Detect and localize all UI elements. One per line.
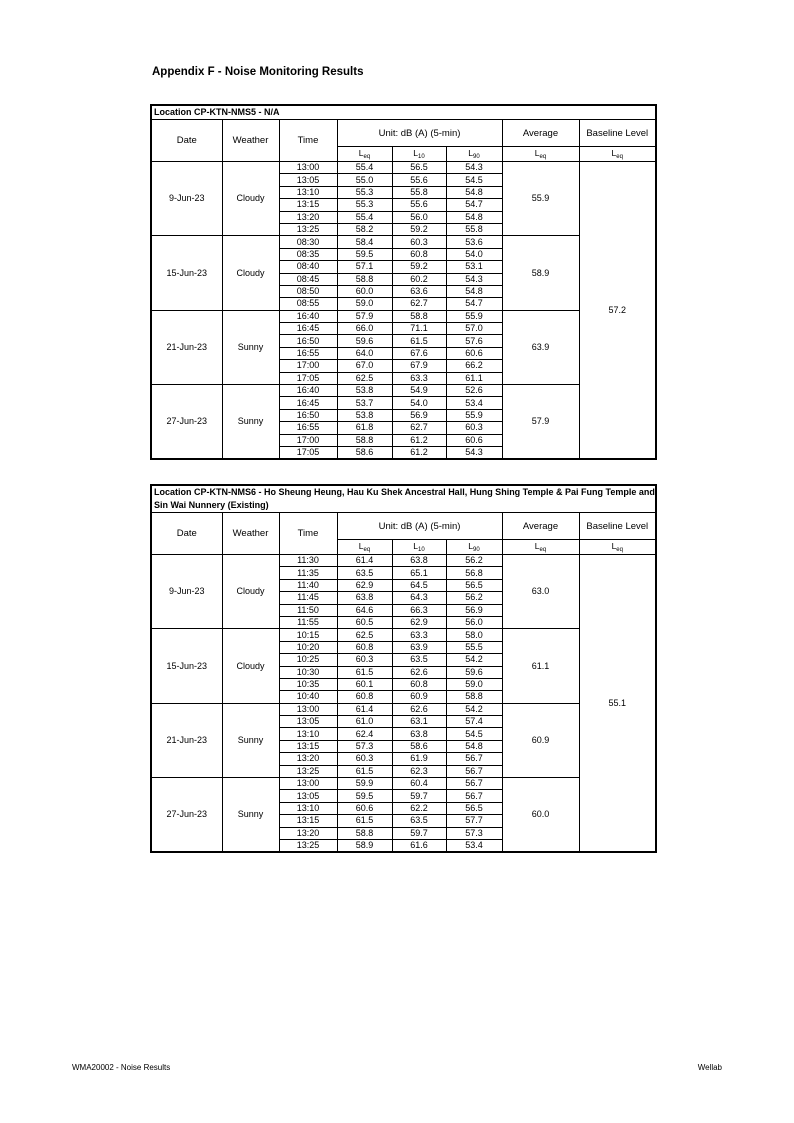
l90-cell: 57.6 (446, 335, 502, 347)
l90-cell: 56.0 (446, 616, 502, 628)
l90-cell: 56.2 (446, 555, 502, 567)
baseline-leq-subheader: $L_{eq}$ (579, 147, 656, 162)
l10-cell: 61.9 (392, 753, 446, 765)
location-label: Location CP-KTN-NMS5 - N/A (151, 105, 656, 120)
footer-document-ref: WMA20002 - Noise Results (72, 1063, 171, 1072)
l90-cell: 60.6 (446, 347, 502, 359)
l10-cell: 64.3 (392, 592, 446, 604)
footer-company: Wellab (697, 1063, 722, 1072)
l10-cell: 56.0 (392, 211, 446, 223)
unit-header: Unit: dB (A) (5-min) (337, 513, 502, 540)
l10-cell: 60.2 (392, 273, 446, 285)
baseline-leq-subheader: $L_{eq}$ (579, 540, 656, 555)
l10-subheader: $L_{10}$ (392, 147, 446, 162)
l10-cell: 59.7 (392, 790, 446, 802)
time-cell: 17:05 (279, 446, 337, 459)
l90-cell: 56.7 (446, 790, 502, 802)
date-cell: 15-Jun-23 (151, 629, 222, 703)
leq-cell: 58.4 (337, 236, 392, 248)
l90-cell: 60.6 (446, 434, 502, 446)
l90-cell: 57.7 (446, 815, 502, 827)
leq-cell: 58.6 (337, 446, 392, 459)
noise-table-nms6 (150, 484, 657, 853)
l10-cell: 55.8 (392, 186, 446, 198)
time-cell: 17:00 (279, 434, 337, 446)
leq-cell: 66.0 (337, 323, 392, 335)
date-cell: 27-Jun-23 (151, 778, 222, 853)
l10-cell: 71.1 (392, 323, 446, 335)
time-cell: 10:30 (279, 666, 337, 678)
average-cell: 63.9 (502, 310, 579, 384)
l90-cell: 54.3 (446, 446, 502, 459)
date-header: Date (151, 513, 222, 555)
l10-cell: 63.1 (392, 716, 446, 728)
time-cell: 10:40 (279, 691, 337, 703)
leq-cell: 57.1 (337, 261, 392, 273)
leq-cell: 60.6 (337, 802, 392, 814)
leq-cell: 55.0 (337, 174, 392, 186)
l10-cell: 63.8 (392, 728, 446, 740)
average-cell: 55.9 (502, 162, 579, 236)
leq-cell: 61.5 (337, 666, 392, 678)
leq-cell: 60.3 (337, 654, 392, 666)
leq-cell: 58.8 (337, 434, 392, 446)
l10-cell: 54.9 (392, 385, 446, 397)
leq-cell: 60.8 (337, 641, 392, 653)
l10-subheader: $L_{10}$ (392, 540, 446, 555)
table-row (151, 555, 656, 567)
l90-cell: 55.9 (446, 310, 502, 322)
page-title: Appendix F - Noise Monitoring Results (152, 66, 364, 78)
average-cell: 63.0 (502, 555, 579, 629)
l90-cell: 54.3 (446, 273, 502, 285)
l90-cell: 55.8 (446, 223, 502, 235)
weather-cell: Cloudy (222, 236, 279, 310)
l10-cell: 62.6 (392, 703, 446, 715)
l90-cell: 57.0 (446, 323, 502, 335)
time-cell: 11:35 (279, 567, 337, 579)
l90-cell: 54.8 (446, 740, 502, 752)
l90-cell: 55.9 (446, 409, 502, 421)
leq-cell: 60.0 (337, 285, 392, 297)
time-cell: 11:50 (279, 604, 337, 616)
l10-cell: 61.6 (392, 839, 446, 852)
l10-cell: 63.3 (392, 372, 446, 384)
average-header: Average (502, 120, 579, 147)
date-cell: 21-Jun-23 (151, 703, 222, 777)
l10-cell: 60.3 (392, 236, 446, 248)
time-cell: 08:30 (279, 236, 337, 248)
l90-cell: 56.8 (446, 567, 502, 579)
time-cell: 16:45 (279, 397, 337, 409)
leq-cell: 61.0 (337, 716, 392, 728)
time-cell: 08:50 (279, 285, 337, 297)
l90-cell: 54.8 (446, 285, 502, 297)
l10-cell: 55.6 (392, 199, 446, 211)
l10-cell: 56.5 (392, 162, 446, 174)
l10-cell: 67.6 (392, 347, 446, 359)
l90-cell: 54.5 (446, 174, 502, 186)
time-cell: 10:15 (279, 629, 337, 641)
l10-cell: 62.3 (392, 765, 446, 777)
l90-cell: 66.2 (446, 360, 502, 372)
l10-cell: 59.2 (392, 223, 446, 235)
leq-cell: 59.5 (337, 248, 392, 260)
l90-cell: 54.7 (446, 298, 502, 310)
time-cell: 13:25 (279, 223, 337, 235)
table-row (151, 162, 656, 174)
time-cell: 16:45 (279, 323, 337, 335)
l90-cell: 53.4 (446, 839, 502, 852)
l90-cell: 56.7 (446, 765, 502, 777)
leq-cell: 55.3 (337, 186, 392, 198)
l90-cell: 56.5 (446, 802, 502, 814)
l90-cell: 54.0 (446, 248, 502, 260)
leq-cell: 53.8 (337, 385, 392, 397)
leq-cell: 60.3 (337, 753, 392, 765)
date-header: Date (151, 120, 222, 162)
l10-cell: 63.5 (392, 815, 446, 827)
l90-cell: 54.2 (446, 654, 502, 666)
leq-cell: 57.3 (337, 740, 392, 752)
l10-cell: 62.9 (392, 616, 446, 628)
leq-cell: 63.5 (337, 567, 392, 579)
baseline-cell: 57.2 (579, 162, 656, 460)
time-cell: 13:05 (279, 790, 337, 802)
leq-cell: 57.9 (337, 310, 392, 322)
time-cell: 13:10 (279, 186, 337, 198)
time-cell: 08:45 (279, 273, 337, 285)
leq-cell: 62.9 (337, 579, 392, 591)
leq-cell: 59.6 (337, 335, 392, 347)
l90-cell: 56.7 (446, 753, 502, 765)
time-cell: 13:10 (279, 728, 337, 740)
l90-cell: 57.3 (446, 827, 502, 839)
baseline-cell: 55.1 (579, 555, 656, 853)
l90-cell: 54.3 (446, 162, 502, 174)
l10-cell: 60.8 (392, 678, 446, 690)
time-cell: 13:25 (279, 765, 337, 777)
time-cell: 13:25 (279, 839, 337, 852)
time-cell: 10:20 (279, 641, 337, 653)
l90-subheader: $L_{90}$ (446, 540, 502, 555)
average-cell: 60.0 (502, 778, 579, 853)
weather-cell: Sunny (222, 310, 279, 384)
l10-cell: 54.0 (392, 397, 446, 409)
leq-cell: 61.5 (337, 765, 392, 777)
l10-cell: 60.8 (392, 248, 446, 260)
leq-subheader: $L_{eq}$ (337, 147, 392, 162)
l90-cell: 54.8 (446, 186, 502, 198)
l90-cell: 53.6 (446, 236, 502, 248)
l10-cell: 63.6 (392, 285, 446, 297)
l10-cell: 66.3 (392, 604, 446, 616)
leq-cell: 60.8 (337, 691, 392, 703)
l10-cell: 62.7 (392, 422, 446, 434)
time-cell: 11:30 (279, 555, 337, 567)
l10-cell: 62.6 (392, 666, 446, 678)
l90-cell: 58.0 (446, 629, 502, 641)
time-cell: 11:55 (279, 616, 337, 628)
l10-cell: 58.8 (392, 310, 446, 322)
l90-cell: 56.9 (446, 604, 502, 616)
leq-cell: 62.5 (337, 629, 392, 641)
date-cell: 21-Jun-23 (151, 310, 222, 384)
average-leq-subheader: $L_{eq}$ (502, 147, 579, 162)
time-cell: 11:45 (279, 592, 337, 604)
weather-header: Weather (222, 120, 279, 162)
leq-cell: 55.4 (337, 162, 392, 174)
leq-cell: 55.3 (337, 199, 392, 211)
time-cell: 11:40 (279, 579, 337, 591)
l90-cell: 59.0 (446, 678, 502, 690)
l90-cell: 59.6 (446, 666, 502, 678)
l90-cell: 58.8 (446, 691, 502, 703)
l10-cell: 61.2 (392, 434, 446, 446)
time-cell: 17:05 (279, 372, 337, 384)
l10-cell: 62.7 (392, 298, 446, 310)
l90-cell: 56.7 (446, 778, 502, 790)
leq-cell: 60.1 (337, 678, 392, 690)
leq-cell: 64.6 (337, 604, 392, 616)
leq-cell: 62.5 (337, 372, 392, 384)
leq-cell: 53.7 (337, 397, 392, 409)
l10-cell: 58.6 (392, 740, 446, 752)
weather-cell: Cloudy (222, 629, 279, 703)
leq-cell: 59.9 (337, 778, 392, 790)
time-cell: 16:55 (279, 347, 337, 359)
average-cell: 57.9 (502, 385, 579, 460)
l90-cell: 54.7 (446, 199, 502, 211)
location-label: Location CP-KTN-NMS6 - Ho Sheung Heung, Hau Ku Shek Ancestral Hall, Hung Shing Temple & Pai Fung Temple and Sin Wai Nunnery (Existing) (151, 485, 656, 513)
time-cell: 13:20 (279, 753, 337, 765)
time-cell: 10:25 (279, 654, 337, 666)
l90-cell: 54.2 (446, 703, 502, 715)
l90-cell: 53.4 (446, 397, 502, 409)
noise-table-nms5 (150, 104, 657, 460)
l10-cell: 60.4 (392, 778, 446, 790)
l10-cell: 56.9 (392, 409, 446, 421)
l90-cell: 52.6 (446, 385, 502, 397)
l10-cell: 63.5 (392, 654, 446, 666)
average-cell: 61.1 (502, 629, 579, 703)
l90-subheader: $L_{90}$ (446, 147, 502, 162)
unit-header: Unit: dB (A) (5-min) (337, 120, 502, 147)
time-cell: 13:10 (279, 802, 337, 814)
time-cell: 16:40 (279, 385, 337, 397)
leq-cell: 61.5 (337, 815, 392, 827)
date-cell: 15-Jun-23 (151, 236, 222, 310)
average-cell: 58.9 (502, 236, 579, 310)
date-cell: 9-Jun-23 (151, 555, 222, 629)
leq-cell: 62.4 (337, 728, 392, 740)
time-cell: 13:05 (279, 174, 337, 186)
leq-cell: 58.8 (337, 273, 392, 285)
time-cell: 08:55 (279, 298, 337, 310)
l90-cell: 61.1 (446, 372, 502, 384)
leq-subheader: $L_{eq}$ (337, 540, 392, 555)
weather-cell: Cloudy (222, 555, 279, 629)
l90-cell: 54.8 (446, 211, 502, 223)
leq-cell: 61.4 (337, 555, 392, 567)
time-cell: 13:15 (279, 199, 337, 211)
weather-cell: Sunny (222, 778, 279, 853)
time-cell: 13:00 (279, 703, 337, 715)
leq-cell: 53.8 (337, 409, 392, 421)
l90-cell: 60.3 (446, 422, 502, 434)
time-cell: 16:50 (279, 335, 337, 347)
weather-cell: Cloudy (222, 162, 279, 236)
leq-cell: 61.8 (337, 422, 392, 434)
time-cell: 13:15 (279, 740, 337, 752)
time-cell: 13:00 (279, 162, 337, 174)
time-cell: 13:20 (279, 827, 337, 839)
l10-cell: 59.2 (392, 261, 446, 273)
l10-cell: 63.9 (392, 641, 446, 653)
l90-cell: 57.4 (446, 716, 502, 728)
time-cell: 08:40 (279, 261, 337, 273)
average-cell: 60.9 (502, 703, 579, 777)
time-cell: 10:35 (279, 678, 337, 690)
baseline-header: Baseline Level (579, 513, 656, 540)
leq-cell: 60.5 (337, 616, 392, 628)
l90-cell: 53.1 (446, 261, 502, 273)
leq-cell: 59.5 (337, 790, 392, 802)
time-header: Time (279, 120, 337, 162)
weather-header: Weather (222, 513, 279, 555)
time-cell: 13:20 (279, 211, 337, 223)
leq-cell: 63.8 (337, 592, 392, 604)
baseline-header: Baseline Level (579, 120, 656, 147)
l10-cell: 65.1 (392, 567, 446, 579)
l10-cell: 63.3 (392, 629, 446, 641)
leq-cell: 64.0 (337, 347, 392, 359)
average-leq-subheader: $L_{eq}$ (502, 540, 579, 555)
l10-cell: 61.5 (392, 335, 446, 347)
l10-cell: 59.7 (392, 827, 446, 839)
l10-cell: 67.9 (392, 360, 446, 372)
time-cell: 16:50 (279, 409, 337, 421)
leq-cell: 55.4 (337, 211, 392, 223)
time-cell: 16:55 (279, 422, 337, 434)
l10-cell: 63.8 (392, 555, 446, 567)
leq-cell: 67.0 (337, 360, 392, 372)
weather-cell: Sunny (222, 385, 279, 460)
time-cell: 17:00 (279, 360, 337, 372)
leq-cell: 61.4 (337, 703, 392, 715)
leq-cell: 58.2 (337, 223, 392, 235)
l10-cell: 61.2 (392, 446, 446, 459)
time-cell: 13:00 (279, 778, 337, 790)
l90-cell: 56.5 (446, 579, 502, 591)
time-cell: 16:40 (279, 310, 337, 322)
l90-cell: 55.5 (446, 641, 502, 653)
average-header: Average (502, 513, 579, 540)
leq-cell: 58.9 (337, 839, 392, 852)
date-cell: 9-Jun-23 (151, 162, 222, 236)
l10-cell: 64.5 (392, 579, 446, 591)
l10-cell: 55.6 (392, 174, 446, 186)
time-cell: 08:35 (279, 248, 337, 260)
date-cell: 27-Jun-23 (151, 385, 222, 460)
weather-cell: Sunny (222, 703, 279, 777)
l10-cell: 60.9 (392, 691, 446, 703)
leq-cell: 58.8 (337, 827, 392, 839)
l90-cell: 54.5 (446, 728, 502, 740)
time-header: Time (279, 513, 337, 555)
l10-cell: 62.2 (392, 802, 446, 814)
time-cell: 13:15 (279, 815, 337, 827)
time-cell: 13:05 (279, 716, 337, 728)
l90-cell: 56.2 (446, 592, 502, 604)
leq-cell: 59.0 (337, 298, 392, 310)
